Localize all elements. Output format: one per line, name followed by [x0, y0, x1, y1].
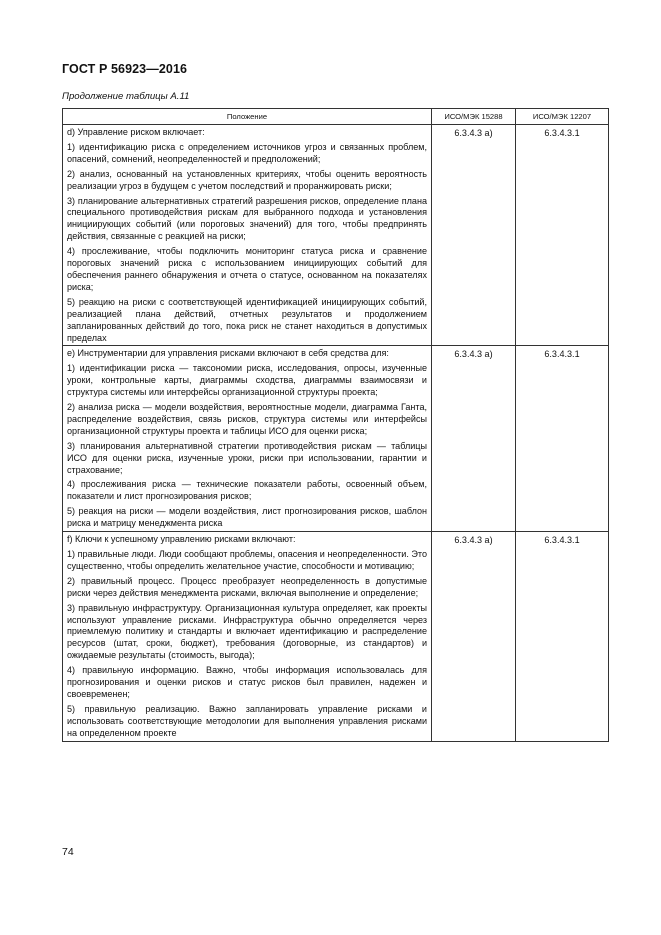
list-item: 2) правильный процесс. Процесс преобразует неопределенность в допустимые риски через действия менеджмента рисками, включая выполнение и определение; — [67, 575, 427, 598]
list-item: 4) прослеживание, чтобы подключить мониторинг статуса риска и сравнение пороговых значений риска с использованием инициирующих событий для обеспечения раннего обнаружения и отчета о статусе, основанном на показателях риска; — [67, 246, 427, 292]
table-continuation-caption: Продолжение таблицы А.11 — [62, 91, 190, 102]
list-item: 5) правильную реализацию. Важно запланировать управление рисками и использовать соответствующие методологии для выполнения управления рисками на определенном проекте — [67, 703, 427, 738]
column-header-iso15288: ИСО/МЭК 15288 — [432, 109, 516, 125]
row-heading: d) Управление риском включает: — [67, 127, 205, 137]
list-item: 1) идентификации риска — таксономии риска, исследования, опросы, изученные уроки, контрольные карты, диаграммы сходства, диаграммы взаимосвязи и структура системы или интерфейсы организационной структуры проекта; — [67, 363, 427, 398]
table-row — [63, 532, 609, 742]
position-cell — [63, 346, 432, 532]
list-item: 3) правильную инфраструктуру. Организационная культура определяет, как проекты используют управление рисками. Инфраструктура обычно определяется через приемлемую политику и стандарты и включает идентификацию и распределение ресурсов (штат, сроки, бюджет), требования (договорные, из стандартов) и ожидаемые результаты (стоимость, выгода); — [67, 602, 427, 661]
column-header-iso12207: ИСО/МЭК 12207 — [516, 109, 609, 125]
iso12207-cell: 6.3.4.3.1 — [516, 125, 609, 346]
page-number: 74 — [62, 846, 74, 858]
list-item: 1) идентификацию риска с определением источников угроз и связанных проблем, опасений, сомнений, неопределенностей и предположений; — [67, 141, 427, 164]
list-item: 5) реакция на риски — модели воздействия, лист прогнозирования рисков, шаблон риска и матрицу менеджмента риска — [67, 506, 427, 529]
position-cell — [63, 125, 432, 346]
iso12207-cell: 6.3.4.3.1 — [516, 532, 609, 742]
row-heading: f) Ключи к успешному управлению рисками включают: — [67, 534, 296, 545]
table-header-row — [63, 109, 609, 125]
list-item: 4) прослеживания риска — технические показатели работы, освоенный объем, показатели и лист прогнозирования рисков; — [67, 479, 427, 502]
iso15288-cell: 6.3.4.3 а) — [432, 532, 516, 742]
list-item: 3) планирования альтернативной стратегии противодействия рискам — таблицы ИСО для оценки риска, изученные уроки, риски при использовании, гарантии и страхование; — [67, 440, 427, 475]
row-heading: e) Инструментарии для управления рисками включают в себя средства для: — [67, 348, 389, 359]
requirements-table — [62, 108, 609, 742]
column-header-position: Положение — [63, 109, 432, 125]
document-standard-title: ГОСТ Р 56923—2016 — [62, 62, 188, 76]
list-item: 4) правильную информацию. Важно, чтобы информация использовалась для прогнозирования и оценки рисков и статус рисков был правилен, надежен и своевременен; — [67, 665, 427, 699]
table-row — [63, 125, 609, 346]
list-item: 3) планирование альтернативных стратегий разрешения рисков, определение плана специального противодействия рискам для выбранного подхода и установления инициирующих событий (или пороговых значений) для того, чтобы предпринять действия, связанные с реакцией на риски; — [67, 195, 427, 242]
position-cell — [63, 532, 432, 742]
list-item: 1) правильные люди. Люди сообщают проблемы, опасения и неопределенности. Это существенно, чтобы определить желательное участие, способности и мотивацию; — [67, 549, 427, 571]
iso15288-cell: 6.3.4.3 а) — [432, 346, 516, 532]
iso12207-cell: 6.3.4.3.1 — [516, 346, 609, 532]
list-item: 2) анализ, основанный на установленных критериях, чтобы оценить вероятность реализации угроз в будущем с учетом последствий и проранжировать риски; — [67, 168, 427, 191]
list-item: 5) реакцию на риски с соответствующей идентификацией инициирующих событий, реализацией плана действий, отчетных результатов и продолжением запланированных действий до того, пока риск не станет находиться в допустимых пределах — [67, 296, 427, 343]
iso15288-cell: 6.3.4.3 а) — [432, 125, 516, 346]
table-row — [63, 346, 609, 532]
list-item: 2) анализа риска — модели воздействия, вероятностные модели, диаграмма Ганта, распределение воздействия, связь рисков, структура системы или интерфейсы организационной структуры проекта и таблицы ИСО для оценки риска; — [67, 402, 427, 436]
